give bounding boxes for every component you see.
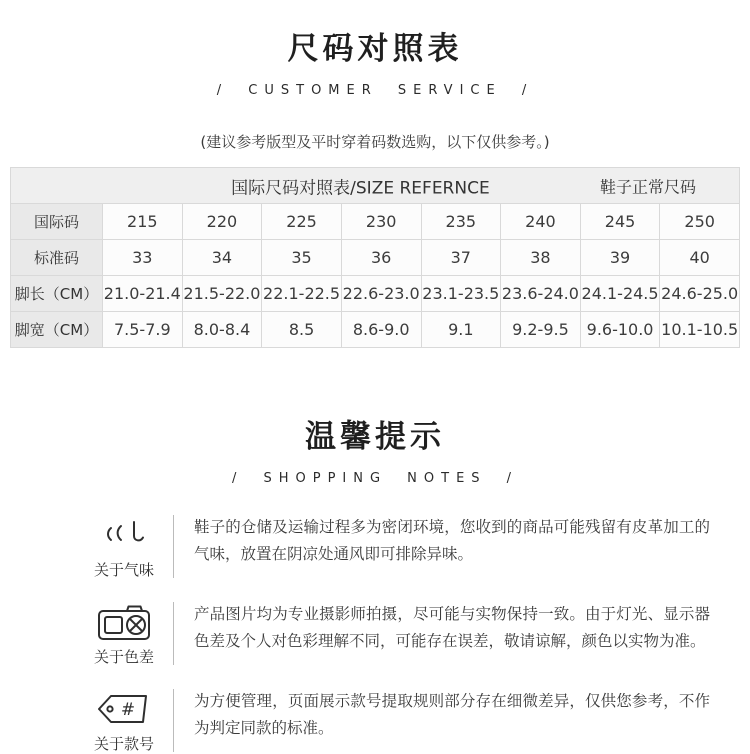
size-cell: 230 xyxy=(341,204,421,240)
size-row-label: 标准码 xyxy=(11,240,103,276)
size-cell: 215 xyxy=(103,204,183,240)
size-cell: 10.1-10.5 xyxy=(660,312,740,348)
scent-icon xyxy=(84,515,164,555)
size-table-body xyxy=(11,168,740,348)
size-cell: 7.5-7.9 xyxy=(103,312,183,348)
note-color-label: 关于色差 xyxy=(93,648,154,666)
note-color-left xyxy=(84,600,164,667)
size-row-label: 脚长（CM） xyxy=(11,276,103,312)
size-cell: 33 xyxy=(103,240,183,276)
size-chart-title: 尺码对照表 xyxy=(287,31,463,67)
camera-icon xyxy=(84,602,164,642)
note-color-text: 产品图片均为专业摄影师拍摄，尽可能与实物保持一致。由于灯光、显示器色差及个人对色彩理解不同，可能存在误差，敬请谅解，颜色以实物为准。 xyxy=(194,605,710,650)
tag-icon xyxy=(84,689,164,729)
size-table-header-left: 国际尺码对照表/SIZE REFERNCE xyxy=(231,178,490,198)
size-table-header-cell xyxy=(11,168,740,204)
size-cell: 240 xyxy=(501,204,581,240)
note-style xyxy=(84,687,710,754)
size-cell: 235 xyxy=(421,204,501,240)
size-chart-note: (建议参考版型及平时穿着码数选购，以下仅供参考。) xyxy=(200,133,550,151)
size-cell: 225 xyxy=(262,204,342,240)
svg-text:#: # xyxy=(120,700,136,720)
size-cell: 22.1-22.5 xyxy=(262,276,342,312)
size-cell: 23.6-24.0 xyxy=(501,276,581,312)
note-scent-text: 鞋子的仓储及运输过程多为密闭环境，您收到的商品可能残留有皮革加工的气味，放置在阴凉处通风即可排除异味。 xyxy=(194,518,710,563)
size-cell: 35 xyxy=(262,240,342,276)
size-cell: 250 xyxy=(660,204,740,240)
size-cell: 8.6-9.0 xyxy=(341,312,421,348)
size-cell: 22.6-23.0 xyxy=(341,276,421,312)
size-cell: 36 xyxy=(341,240,421,276)
size-cell: 39 xyxy=(580,240,660,276)
size-cell: 38 xyxy=(501,240,581,276)
size-cell: 37 xyxy=(421,240,501,276)
size-table-row xyxy=(11,276,740,312)
notes-title: 温馨提示 xyxy=(305,419,445,455)
vertical-divider xyxy=(173,689,174,752)
size-table-header-row xyxy=(11,168,740,204)
note-color xyxy=(84,600,710,667)
size-cell: 24.6-25.0 xyxy=(660,276,740,312)
note-style-left xyxy=(84,687,164,754)
size-cell: 9.1 xyxy=(421,312,501,348)
note-style-text: 为方便管理，页面展示款号提取规则部分存在细微差异，仅供您参考，不作为判定同款的标准。 xyxy=(194,692,710,737)
size-cell: 220 xyxy=(182,204,262,240)
size-cell: 24.1-24.5 xyxy=(580,276,660,312)
size-table-row xyxy=(11,312,740,348)
size-cell: 23.1-23.5 xyxy=(421,276,501,312)
note-style-label: 关于款号 xyxy=(93,735,154,753)
size-cell: 9.2-9.5 xyxy=(501,312,581,348)
vertical-divider xyxy=(173,602,174,665)
size-cell: 21.5-22.0 xyxy=(182,276,262,312)
size-cell: 8.0-8.4 xyxy=(182,312,262,348)
notes-list xyxy=(0,513,750,754)
size-cell: 40 xyxy=(660,240,740,276)
note-scent xyxy=(84,513,710,580)
size-cell: 245 xyxy=(580,204,660,240)
vertical-divider xyxy=(173,515,174,578)
size-table xyxy=(10,167,740,348)
size-chart-subtitle: / CUSTOMER SERVICE / xyxy=(216,83,534,98)
size-cell: 34 xyxy=(182,240,262,276)
note-scent-label: 关于气味 xyxy=(93,561,154,579)
size-row-label: 国际码 xyxy=(11,204,103,240)
size-table-row xyxy=(11,240,740,276)
note-scent-left xyxy=(84,513,164,580)
size-cell: 9.6-10.0 xyxy=(580,312,660,348)
size-cell: 8.5 xyxy=(262,312,342,348)
size-table-header-right: 鞋子正常尺码 xyxy=(599,177,697,196)
size-table-row xyxy=(11,204,740,240)
size-row-label: 脚宽（CM） xyxy=(11,312,103,348)
notes-subtitle: / SHOPPING NOTES / xyxy=(231,471,519,486)
size-cell: 21.0-21.4 xyxy=(103,276,183,312)
